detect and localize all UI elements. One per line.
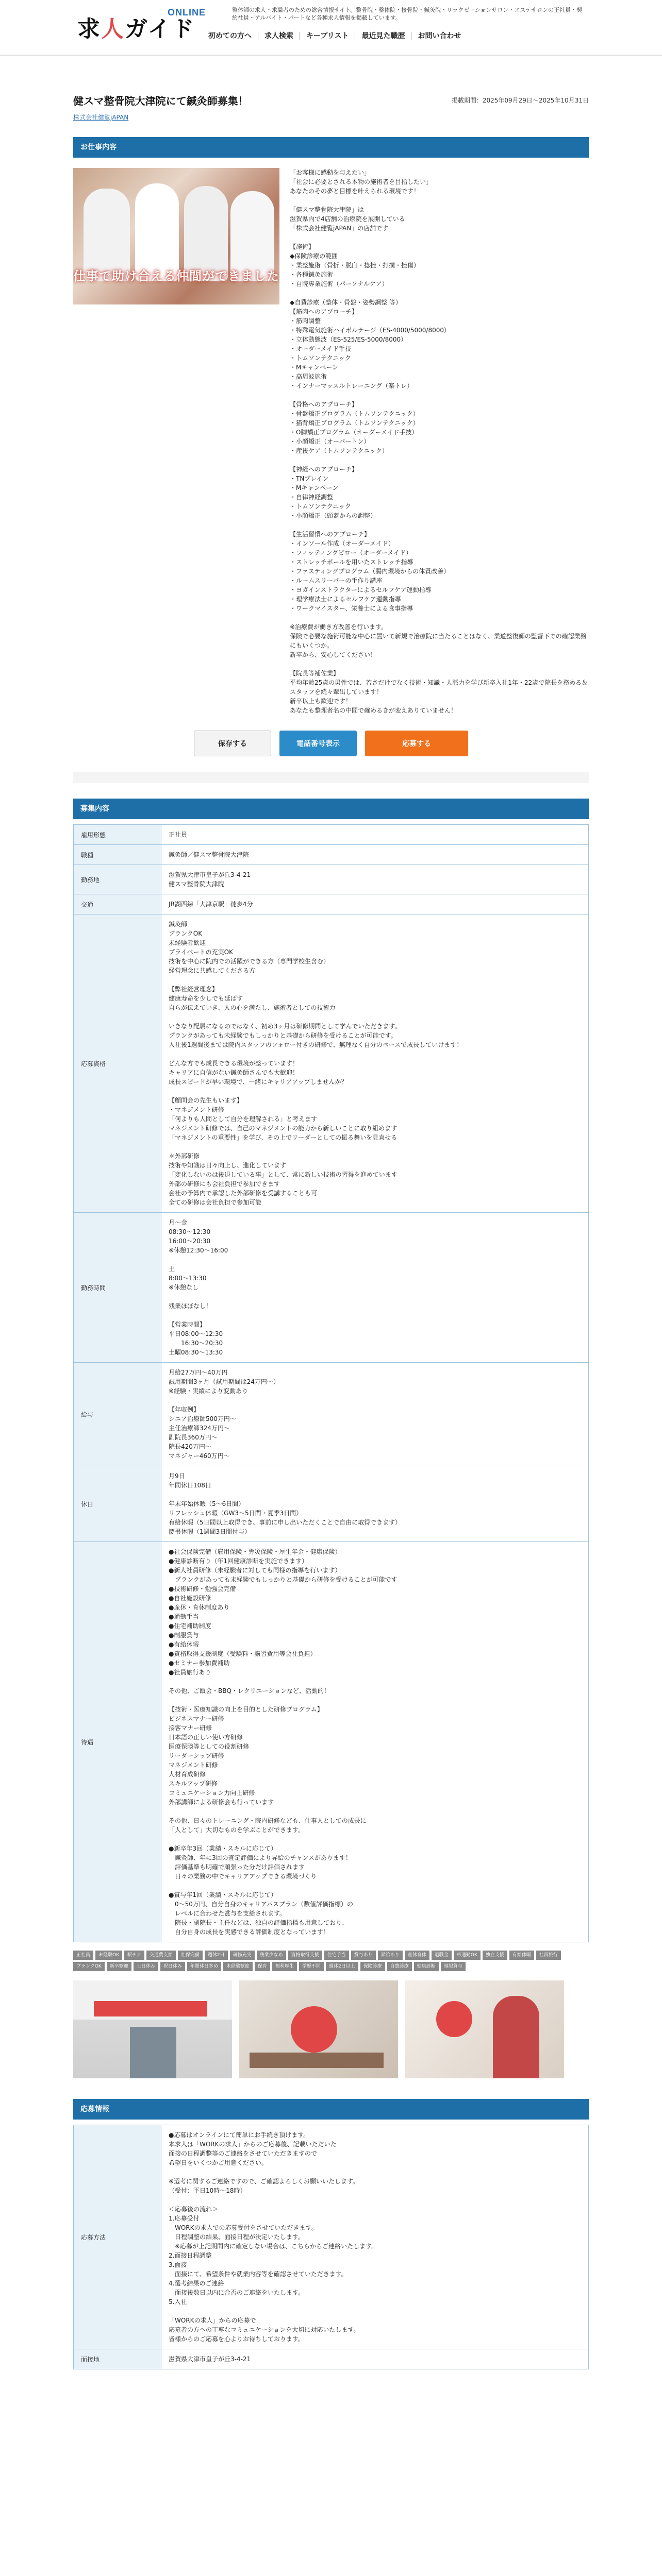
row-value: 正社員 bbox=[161, 825, 589, 845]
logo-online: ONLINE bbox=[168, 7, 206, 18]
table-row bbox=[74, 1363, 589, 1466]
row-label: 休日 bbox=[74, 1466, 161, 1542]
tag-badge[interactable]: 賞与あり bbox=[351, 1951, 376, 1960]
divider-band bbox=[73, 772, 589, 783]
row-value: 月〜金 08:30〜12:30 16:00〜20:30 ※休憩12:30〜16:00 土 8:00〜13:30 ※休憩なし 残業ほぼなし！ 【営業時間】 平日08:00〜12:30 16:30〜20:30 土曜08:30〜13:30 bbox=[161, 1213, 589, 1363]
row-value: ●応募はオンラインにて簡単にお手続き頂けます。 本求人は「WORKの求人」からのご応募後、記載いただいた 面接の日程調整等のご連絡をさせていただきますので 希望日をいくつかご用意ください。 ※選考に関するご連絡ですので、ご確認よろしくお願いいたします。 （受付：平日10時〜18時） ＜応募後の流れ＞ 1.応募受付 WORKの求人での応募受付をさせていただきます。 日程調整の結果、面接日程が決定いたします。 ※応募が上記期間内に確定しない場合は、こちらからご連絡いたします。 2.面接日程調整 3.面接 面接にて、希望条件や就業内容等を確認させていただきます。 4.選考結果のご連絡 面接後数日以内に合否のご連絡をいたします。 5.入社 「WORKの求人」からの応募で 応募者の方への丁寧なコミュニケーションを大切に対応いたします。 皆様からのご応募を心よりお待ちしております。 bbox=[161, 2125, 589, 2349]
tag-badge[interactable]: 住宅手当 bbox=[324, 1951, 349, 1960]
tag-badge[interactable]: 自費診療 bbox=[387, 1962, 412, 1971]
tag-badge[interactable]: 駅チカ bbox=[124, 1951, 144, 1960]
tag-badge[interactable]: 健康診断 bbox=[414, 1962, 439, 1971]
row-value: 滋賀県大津市皇子が丘3-4-21 bbox=[161, 2349, 589, 2369]
row-label: 待遇 bbox=[74, 1542, 161, 1942]
tag-badge[interactable]: 昇給あり bbox=[378, 1951, 403, 1960]
table-row bbox=[74, 1466, 589, 1542]
row-value: ●社会保険完備（雇用保険・労災保険・厚生年金・健康保険） ●健康診断有り（年1回健康診断を実施できます） ●新人社員研修（未経験者に対しても同様の指導を行います） プランクがあっても未経験でもしっかりと基礎から研修を受けることが可能です ●技術研修・勉強会完備 ●自社施設研修 ●産休・育休制度あり ●通勤手当 ●住宅補助制度 ●制服貸与 ●有給休暇 ●資格取得支援制度（受験料・講習費用等会社負担） ●セミナー参加費補助 ●社員旅行あり その他、ご飯会・BBQ・レクリエーションなど、活動的！ 【技術・医療知識の向上を目的とした研修プログラム】 ビジネスマナー研修 接客マナー研修 日本語の正しい使い方研修 医療保険等としての役割研修 リーダーシップ研修 マネジメント研修 人材育成研修 スキルアップ研修 コミュニケーション力向上研修 外部講師による研修会も行っています その他、日々のトレーニング・院内研修なども、仕事人としての成長に 「人として」大切なものを学ぶことができます。 ●新卒年3回（業績・スキルに応じて） 鍼灸師、年に3回の査定評価により昇給のチャンスがあります！ 評価基準も明確で頑張った分だけ評価されます 日々の業務の中でキャリアアップできる環境づくり ●賞与年1回（業績・スキルに応じて） 0〜50万円、自分自身のキャリアパスプラン（数値評価指標）の レベルに合わせた賞与を支給されます。 院長・副院長・主任などは、独自の評価指標も用意しており、 自分自身の成長を実感できる評価制度となっています！ bbox=[161, 1542, 589, 1942]
tag-badge[interactable]: 社員旅行 bbox=[536, 1951, 561, 1960]
tag-badge[interactable]: 制服貸与 bbox=[441, 1962, 466, 1971]
phone-number-button[interactable]: 電話番号表示 bbox=[279, 731, 357, 756]
apply-section bbox=[73, 2099, 589, 2369]
nav-job-search[interactable]: 求人検索 bbox=[258, 32, 300, 40]
row-value: 月給27万円〜40万円 試用期間3ヶ月（試用期間は24万円〜） ※経験・実績により変動あり 【年収例】 シニア治療師500万円〜 主任治療師324万円〜 副院長360万円〜 院長420万円〜 マネジャー460万円〜 bbox=[161, 1363, 589, 1466]
tag-badge[interactable]: 退職金 bbox=[432, 1951, 452, 1960]
tag-badge[interactable]: 福利厚生 bbox=[272, 1962, 297, 1971]
row-value: 鍼灸師 ブランクOK 未経験者歓迎 プライベートの充実OK 技術を中心に院内での活躍ができる方（専門学校生含む） 経営理念に共感してくださる方 【弊社経営理念】 健康寿命を少しでも延ばす 自らが伝えていき、人の心を満たし、施術者としての技術力 いきなり配属になるのではなく、初め3ヶ月は研修期間として学んでいただきます。 プランクがあっても未経験でもしっかりと基礎から研修を受けることが可能です。 入社後1週間後までは院内スタッフのフォロー付きの研修で、無理なく自分のペースで成長していけます！ どんな方でも成長できる環境が整っています！ キャリアに自信がない鍼灸師さんでも大歓迎！ 成長スピードが早い環境で、一緒にキャリアアップしませんか？ 【顧問会の先生もいます】 ・マネジメント研修 「何よりも人間として自分を理解される」と考えます マネジメント研修では、自己のマネジメントの能力から新しいことに取り組めます 「マネジメントの重要性」を学び、その上でリーダーとしての振る舞いを見直せる ＊外部研修 技術や知識は日々向上し、進化しています 「変化しないのは後退している事」として、常に新しい技術の習得を進めています 外部の研修にも会社負担で参加できます 会社の予算内で承認した外部研修を受講することも可 全ての研修は会社負担で参加可能 bbox=[161, 914, 589, 1213]
gallery-photo-storefront[interactable] bbox=[73, 1980, 232, 2078]
job-title: 健スマ整骨院大津院にて鍼灸師募集！ bbox=[73, 95, 249, 107]
logo-text: 求人ガイド bbox=[77, 16, 195, 42]
tag-badge[interactable]: 研修充実 bbox=[230, 1951, 255, 1960]
row-label: 面接地 bbox=[74, 2349, 161, 2369]
section-recruit-content: 募集内容 bbox=[73, 799, 589, 819]
tag-badge[interactable]: ブランクOK bbox=[73, 1962, 105, 1971]
tag-list bbox=[73, 1951, 589, 1971]
site-header bbox=[0, 0, 662, 56]
recruit-table bbox=[73, 824, 589, 1942]
tag-badge[interactable]: 学歴不問 bbox=[299, 1962, 324, 1971]
photo-gallery bbox=[73, 1980, 589, 2078]
save-button[interactable]: 保存する bbox=[194, 731, 271, 756]
row-value: 月9日 年間休日108日 年末年始休暇（5〜6日間） リフレッシュ休暇（GW3〜5日間・夏季3日間） 有給休暇（5日間以上取得でき、事前に申し出いただくことで自由に取得できます） 慶弔休暇（1週間3日間付与） bbox=[161, 1466, 589, 1542]
table-row bbox=[74, 914, 589, 1213]
row-label: 交通 bbox=[74, 894, 161, 914]
tag-badge[interactable]: 正社員 bbox=[73, 1951, 93, 1960]
table-row bbox=[74, 2125, 589, 2349]
header-nav bbox=[202, 32, 467, 40]
action-buttons bbox=[73, 731, 589, 756]
tag-badge[interactable]: 独立支援 bbox=[483, 1951, 507, 1960]
intro-photo-caption: 仕事で助け合える仲間ができました bbox=[73, 269, 279, 283]
tag-badge[interactable]: 交通費支給 bbox=[146, 1951, 176, 1960]
tag-badge[interactable]: 未経験OK bbox=[95, 1951, 122, 1960]
table-row bbox=[74, 1213, 589, 1363]
row-label: 勤務地 bbox=[74, 865, 161, 894]
table-row bbox=[74, 825, 589, 845]
gallery-photo-interior[interactable] bbox=[239, 1980, 398, 2078]
job-title-row bbox=[73, 56, 589, 108]
intro-block bbox=[73, 158, 589, 715]
tag-badge[interactable]: 車通勤OK bbox=[454, 1951, 481, 1960]
header-tagline: 整体師の求人・求職者のための総合情報サイト。整骨院・整体院・接骨院・鍼灸院・リラクゼーションサロン・エステサロンの正社員・契約社員・アルバイト・パートなど各種求人情報を掲載しています。 bbox=[232, 7, 583, 21]
apply-table bbox=[73, 2125, 589, 2369]
tag-badge[interactable]: 土日休み bbox=[134, 1962, 158, 1971]
row-label: 雇用形態 bbox=[74, 825, 161, 845]
tag-badge[interactable]: 保育 bbox=[255, 1962, 270, 1971]
tag-badge[interactable]: 社保完備 bbox=[178, 1951, 203, 1960]
company-link[interactable]: 株式会社健覧jAPAN bbox=[73, 114, 129, 121]
gallery-photo-staff[interactable] bbox=[405, 1980, 564, 2078]
table-row bbox=[74, 894, 589, 914]
nav-keep-list[interactable]: キープリスト bbox=[300, 32, 355, 40]
main-content bbox=[73, 56, 589, 2369]
section-apply-info: 応募情報 bbox=[73, 2099, 589, 2120]
table-row bbox=[74, 845, 589, 865]
tag-badge[interactable]: 週休2日以上 bbox=[326, 1962, 358, 1971]
tag-badge[interactable]: 週休2日 bbox=[205, 1951, 228, 1960]
nav-contact[interactable]: お問い合わせ bbox=[411, 32, 467, 40]
row-label: 応募資格 bbox=[74, 914, 161, 1213]
tag-badge[interactable]: 資格取得支援 bbox=[288, 1951, 322, 1960]
tag-badge[interactable]: 有給休暇 bbox=[509, 1951, 534, 1960]
row-label: 給与 bbox=[74, 1363, 161, 1466]
nav-recently-viewed[interactable]: 最近見た職歴 bbox=[355, 32, 411, 40]
table-row bbox=[74, 865, 589, 894]
row-value: 鍼灸師／健スマ整骨院大津院 bbox=[161, 845, 589, 865]
table-row bbox=[74, 2349, 589, 2369]
tag-badge[interactable]: 未経験歓迎 bbox=[223, 1962, 253, 1971]
section-job-content: お仕事内容 bbox=[73, 137, 589, 158]
table-row bbox=[74, 1542, 589, 1942]
row-value: 滋賀県大津市皇子が丘3-4-21 健スマ整骨院大津院 bbox=[161, 865, 589, 894]
intro-text: 「お客様に感動を与えたい」 「社会に必要とされる本物の施術者を目指したい」 あなたのその夢と目標を叶えられる環境です！ 「健スマ整骨院大津院」は 滋賀県内で4店舗の治療院を展開している 「株式会社健覧jAPAN」の店舗です 【施術】 ◆保険診療の範囲 ・柔整施術（骨折・脱臼・捻挫・打撲・挫傷） ・各種鍼灸施術 ・自院専業施術（パーソナルケア） ◆自費診療（整体・骨盤・姿勢調整 等） 【筋肉へのアプローチ】 ・筋肉調整 ・特殊電気施術ハイボルテージ（ES-4000/5000/8000） ・立体動態波（ES-525/ES-5000/8000） ・オーダーメイド手技 ・トムソンテクニック ・Mキャンペーン ・高周波施術 ・インナーマッスルトレーニング（楽トレ） 【骨格へのアプローチ】 ・骨盤矯正プログラム（トムソンテクニック） ・猫背矯正プログラム（トムソンテクニック） ・O脚矯正プログラム（オーダーメイド手技） ・小顔矯正（オーバートン） ・産後ケア（トムソンテクニック） 【神経へのアプローチ】 ・TNブレイン ・Mキャンペーン ・自律神経調整 ・トムソンテクニック ・小顔矯正（頭蓋からの調整） 【生活習慣へのアプローチ】 ・インソール作成（オーダーメイド） ・フィッティングピロー（オーダーメイド） ・ストレッチポールを用いたストレッチ指導 ・ファスティングプログラム（腸内環境からの体質改善） ・ルームスリーパーの手作り講座 ・ヨガインストラクターによるセルフケア運動指導 ・理学療法士によるセルフケア運動指導 ・ワークマイスター、栄養士による食事指導 ※治療費が働き方改善を行います。 保険で必要な施術可能な中心に置いて新規で治療院に当たることはなく、柔道整復師の監督下での確認業務にもいくつか。 新卒から、安心してください！ 【院長等補佐業】 平均年齢25歳の男性では、若さだけでなく技術・知識・人脈力を学び新卒入社1年・22歳で院長を務める＆スタッフを続々輩出しています！ 新卒以上も歓迎です！ あなたも整理者名の中間で確めるきが変えありていません！ bbox=[290, 169, 588, 714]
row-label: 応募方法 bbox=[74, 2125, 161, 2349]
row-label: 勤務時間 bbox=[74, 1213, 161, 1363]
intro-photo bbox=[73, 168, 279, 304]
row-value: JR湖西線「大津京駅」徒歩4分 bbox=[161, 894, 589, 914]
tag-badge[interactable]: 残業少なめ bbox=[257, 1951, 286, 1960]
tag-badge[interactable]: 新卒歓迎 bbox=[107, 1962, 131, 1971]
tag-badge[interactable]: 保険診療 bbox=[360, 1962, 385, 1971]
tag-badge[interactable]: 年間休日多め bbox=[187, 1962, 221, 1971]
job-period: 掲載期間：2025年09月29日〜2025年10月31日 bbox=[451, 97, 589, 104]
tag-badge[interactable]: 産休育休 bbox=[405, 1951, 429, 1960]
nav-first-time[interactable]: 初めての方へ bbox=[208, 32, 252, 40]
apply-button[interactable]: 応募する bbox=[365, 731, 468, 756]
row-label: 職種 bbox=[74, 845, 161, 865]
tag-badge[interactable]: 祝日休み bbox=[160, 1962, 185, 1971]
